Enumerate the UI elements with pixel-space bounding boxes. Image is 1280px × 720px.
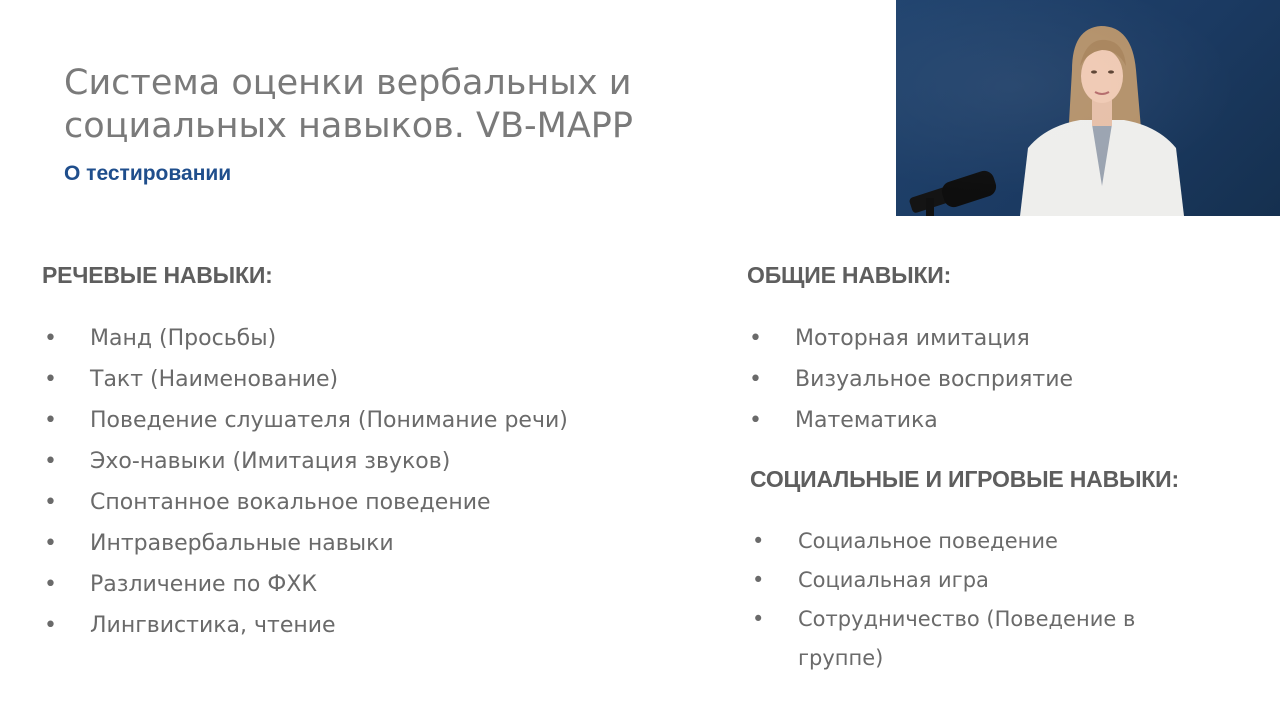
list-item: [749, 400, 1229, 441]
list-item-text: Социальное поведение: [798, 529, 1058, 553]
list-item-text: Такт (Наименование): [90, 367, 339, 392]
bullet-icon: •: [44, 531, 57, 556]
list-item-text: Лингвистика, чтение: [90, 613, 336, 638]
bullet-icon: •: [749, 326, 762, 351]
list-item: [749, 318, 1229, 359]
list-item: [749, 359, 1229, 400]
bullet-icon: •: [749, 367, 762, 392]
list-item: [44, 605, 664, 646]
bullet-icon: •: [752, 529, 765, 553]
list-item: [752, 522, 1182, 561]
bullet-icon: •: [44, 408, 57, 433]
list-item-text: Поведение слушателя (Понимание речи): [90, 408, 568, 433]
list-item: [44, 400, 664, 441]
bullet-icon: •: [752, 568, 765, 592]
general-skills-heading: ОБЩИЕ НАВЫКИ:: [747, 262, 952, 288]
list-item: [44, 318, 664, 359]
list-item-text: Различение по ФХК: [90, 572, 318, 597]
bullet-icon: •: [44, 326, 57, 351]
bullet-icon: •: [44, 490, 57, 515]
list-item-text: Эхо-навыки (Имитация звуков): [90, 449, 451, 474]
list-item: [44, 564, 664, 605]
presenter-video: [896, 0, 1280, 216]
bullet-icon: •: [44, 367, 57, 392]
social-skills-heading: СОЦИАЛЬНЫЕ И ИГРОВЫЕ НАВЫКИ:: [750, 466, 1179, 492]
list-item-text: Визуальное восприятие: [795, 367, 1074, 392]
speech-skills-list: [44, 318, 664, 646]
slide-title: Система оценки вербальных и социальных навыков. VB-MAPP: [64, 63, 633, 146]
list-item-text: Манд (Просьбы): [90, 326, 277, 351]
list-item-text: Социальная игра: [798, 568, 989, 592]
list-item: [752, 600, 1182, 678]
list-item: [44, 482, 664, 523]
list-item-text: Моторная имитация: [795, 326, 1030, 351]
list-item: [44, 523, 664, 564]
list-item-text: Спонтанное вокальное поведение: [90, 490, 491, 515]
social-skills-list: [752, 522, 1182, 678]
slide-subtitle: О тестировании: [64, 162, 232, 185]
general-skills-list: [749, 318, 1229, 441]
bullet-icon: •: [749, 408, 762, 433]
list-item: [44, 359, 664, 400]
list-item: [44, 441, 664, 482]
list-item-text: Математика: [795, 408, 938, 433]
list-item: [752, 561, 1182, 600]
list-item-text: Интравербальные навыки: [90, 531, 394, 556]
bullet-icon: •: [44, 613, 57, 638]
bullet-icon: •: [44, 572, 57, 597]
bullet-icon: •: [44, 449, 57, 474]
bullet-icon: •: [752, 607, 765, 631]
speech-skills-heading: РЕЧЕВЫЕ НАВЫКИ:: [42, 262, 273, 288]
list-item-text: Сотрудничество (Поведение в группе): [798, 607, 1136, 670]
